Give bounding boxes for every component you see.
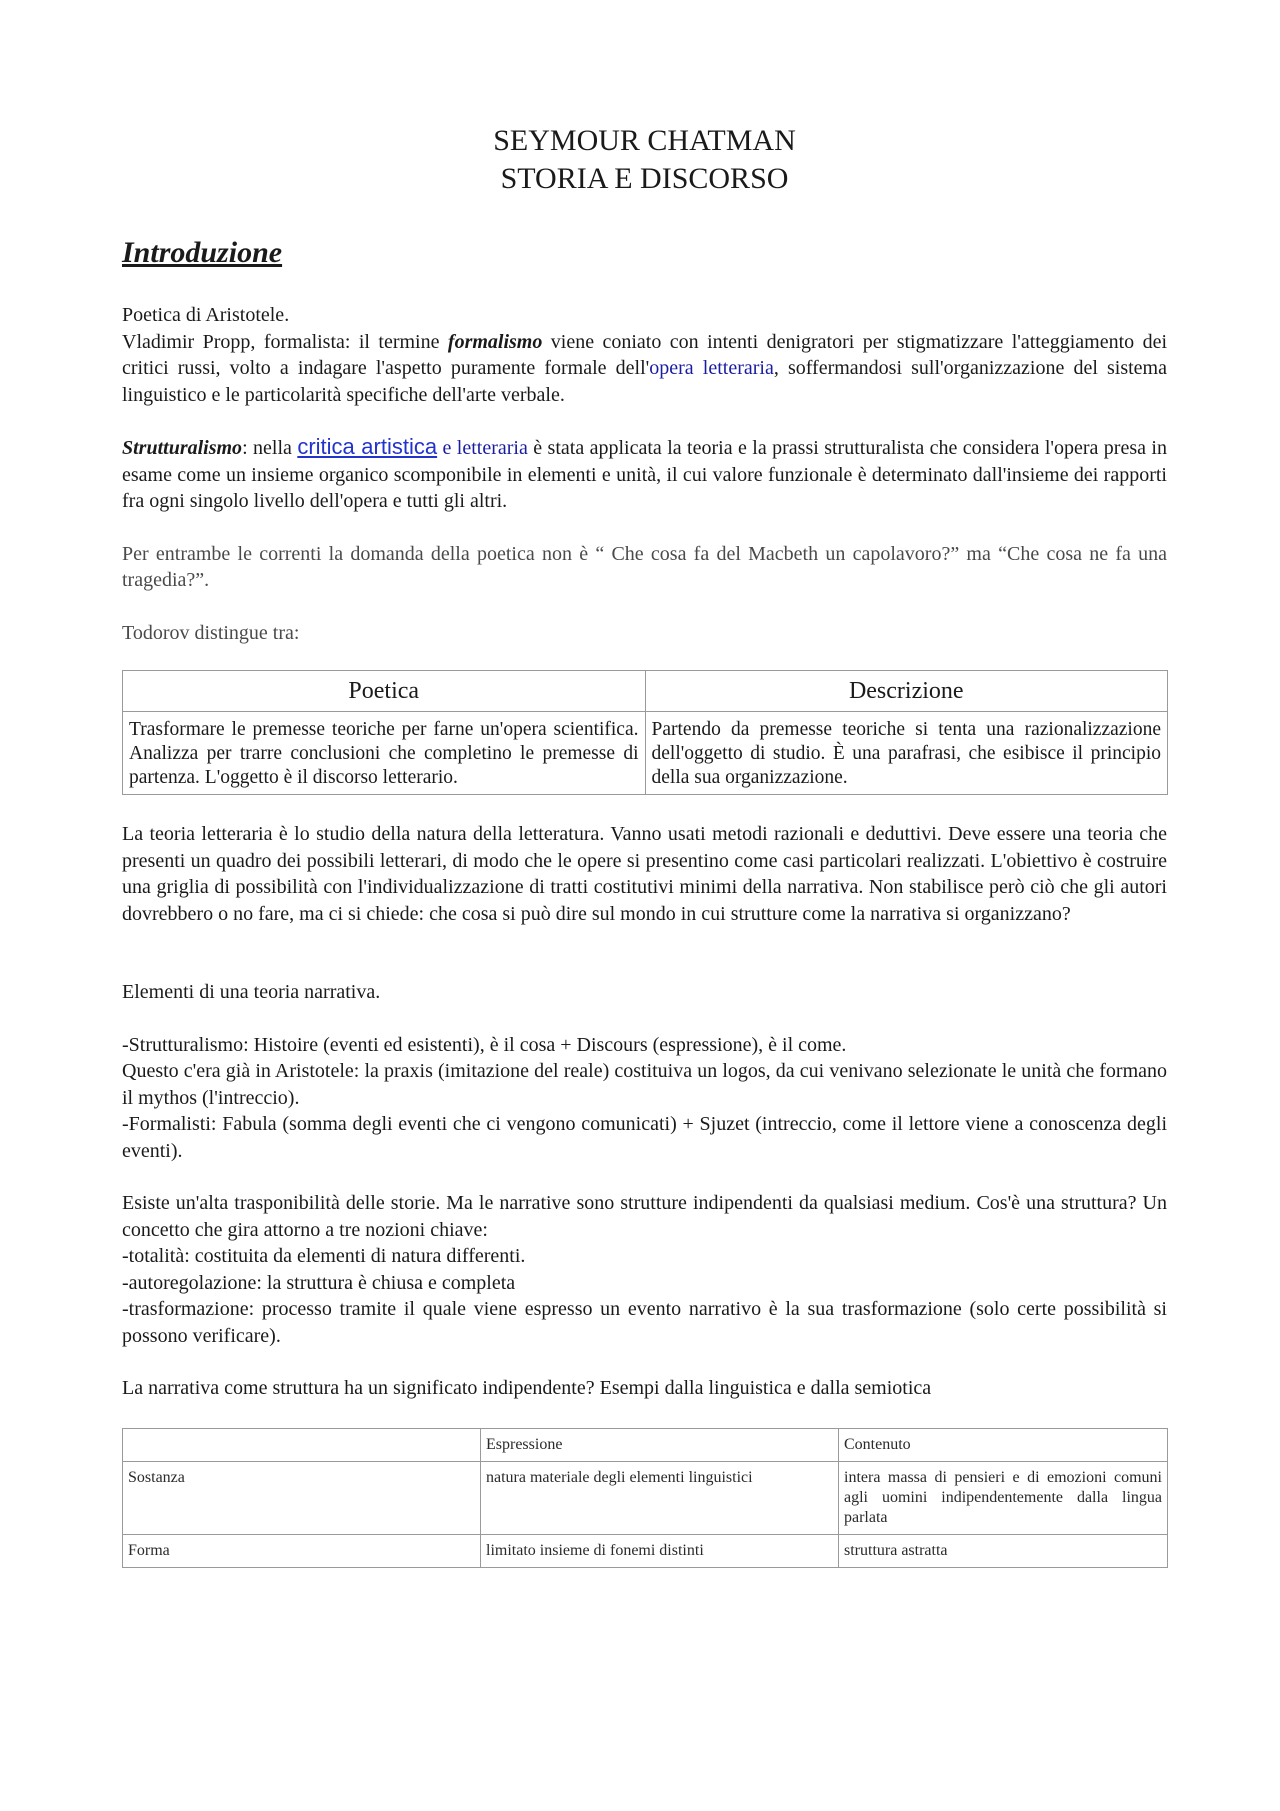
body-paragraph-5: La teoria letteraria è lo studio della natura della letteratura. Vanno usati metodi razionali e deduttivi. Deve essere una teoria che presenti un quadro dei possibili letterari, di modo che le opere si presentino come casi particolari realizzati. L'obiettivo è costruire una griglia di possibilità con l'individualizzazione di tratti costitutivi minimi della narrativa. Non stabilisce però ciò che gli autori dovrebbero o no fare, ma ci si chiede: che cosa si può dire sul mondo in cui strutture come la narrativa si organizzano? [122,823,1167,925]
table2-cell: limitato insieme di fonemi distinti [481,1534,839,1567]
p8-line-4: -trasformazione: processo tramite il quale viene espresso un evento narrativo è la sua trasformazione (solo certe possibilità si possono verificare). [122,1298,1167,1347]
p7-line-3: -Formalisti: Fabula (somma degli eventi che ci vengono comunicati) + Sjuzet (intreccio, come il lettore viene a conoscenza degli eventi). [122,1113,1167,1162]
table2-header-contenuto: Contenuto [839,1428,1168,1461]
section-heading: Introduzione [122,236,283,269]
formalismo-term: formalismo [447,330,543,353]
intro-paragraph-2 [122,434,1167,515]
p8-line-3: -autoregolazione: la struttura è chiusa e completa [122,1271,516,1294]
propp-text-b: viene coniato con intenti denigratori per stigmatizzare l'atteggiamento dei critici russi, volto a indagare l'aspetto puramente formale dell' [122,330,1168,379]
table-row [123,1428,1168,1461]
poetica-table [122,670,1168,795]
table-row [123,1534,1168,1567]
intro-paragraph-4: Todorov distingue tra: [122,621,300,644]
document-title [122,122,1167,198]
table2-cell: Forma [123,1534,481,1567]
table-row [123,1461,1168,1534]
title-line-2: STORIA E DISCORSO [500,162,789,195]
table2-cell: intera massa di pensieri e di emozioni comuni agli uomini indipendentemente dalla lingua parlata [839,1461,1168,1534]
p7-line-1: -Strutturalismo: Histoire (eventi ed esistenti), è il cosa + Discours (espressione), è il come. [122,1033,847,1056]
opera-letteraria-link[interactable]: opera letteraria [649,357,774,379]
critica-artistica-link[interactable]: critica artistica [297,434,438,459]
body-paragraph-9: La narrativa come struttura ha un significato indipendente? Esempi dalla linguistica e dalla semiotica [122,1377,932,1399]
propp-text-c: , soffermandosi sull'organizzazione del sistema linguistico e le particolarità specifiche dell'arte verbale. [122,357,1167,406]
propp-text-a: Vladimir Propp, formalista: il termine [122,330,448,353]
title-line-1: SEYMOUR CHATMAN [493,124,796,157]
strutt-text-a: : nella [242,437,298,459]
table2-header-espressione: Espressione [481,1428,839,1461]
intro-paragraph-3: Per entrambe le correnti la domanda della poetica non è “ Che cosa fa del Macbeth un capolavoro?” ma “Che cosa ne fa una tragedia?”. [122,542,1167,591]
body-paragraph-8 [122,1190,1167,1349]
table2-header-empty [123,1428,481,1461]
strutt-text-mid: e [437,437,457,459]
p8-line-1: Esiste un'alta trasponibilità delle storie. Ma le narrative sono strutture indipendenti da qualsiasi medium. Cos'è una struttura? Un concetto che gira attorno a tre nozioni chiave: [122,1192,1167,1241]
body-paragraph-6: Elementi di una teoria narrativa. [122,981,381,1003]
table1-cell-descrizione: Partendo da premesse teoriche si tenta una razionalizzazione dell'oggetto di studio. È una parafrasi, che esibisce il principio della sua organizzazione. [645,712,1168,795]
body-paragraph-7 [122,1032,1167,1165]
table2-cell: natura materiale degli elementi linguistici [481,1461,839,1534]
p7-line-2: Questo c'era già in Aristotele: la praxis (imitazione del reale) costituiva un logos, da cui venivano selezionate le unità che formano il mythos (l'intreccio). [122,1060,1167,1109]
table2-cell: struttura astratta [839,1534,1168,1567]
table1-header-poetica: Poetica [123,671,646,712]
p8-line-2: -totalità: costituita da elementi di natura differenti. [122,1245,526,1267]
strutturalismo-term: Strutturalismo [122,437,243,459]
intro-line-aristotele: Poetica di Aristotele. [122,304,290,326]
table2-cell: Sostanza [123,1461,481,1534]
table1-header-descrizione: Descrizione [645,671,1168,712]
table1-cell-poetica: Trasformare le premesse teoriche per farne un'opera scientifica. Analizza per trarre conclusioni che completino le premesse di partenza. L'oggetto è il discorso letterario. [123,712,646,795]
strutt-text-b: è stata applicata la teoria e la prassi strutturalista che considera l'opera presa in esame come un insieme organico scomponibile in elementi e unità, il cui valore funzionale è determinato dall'insieme dei rapporti fra ogni singolo livello dell'opera e tutti gli altri. [122,437,1167,512]
intro-paragraph-1 [122,302,1167,408]
letteraria-link[interactable]: letteraria [456,437,528,459]
linguistic-table [122,1428,1168,1568]
